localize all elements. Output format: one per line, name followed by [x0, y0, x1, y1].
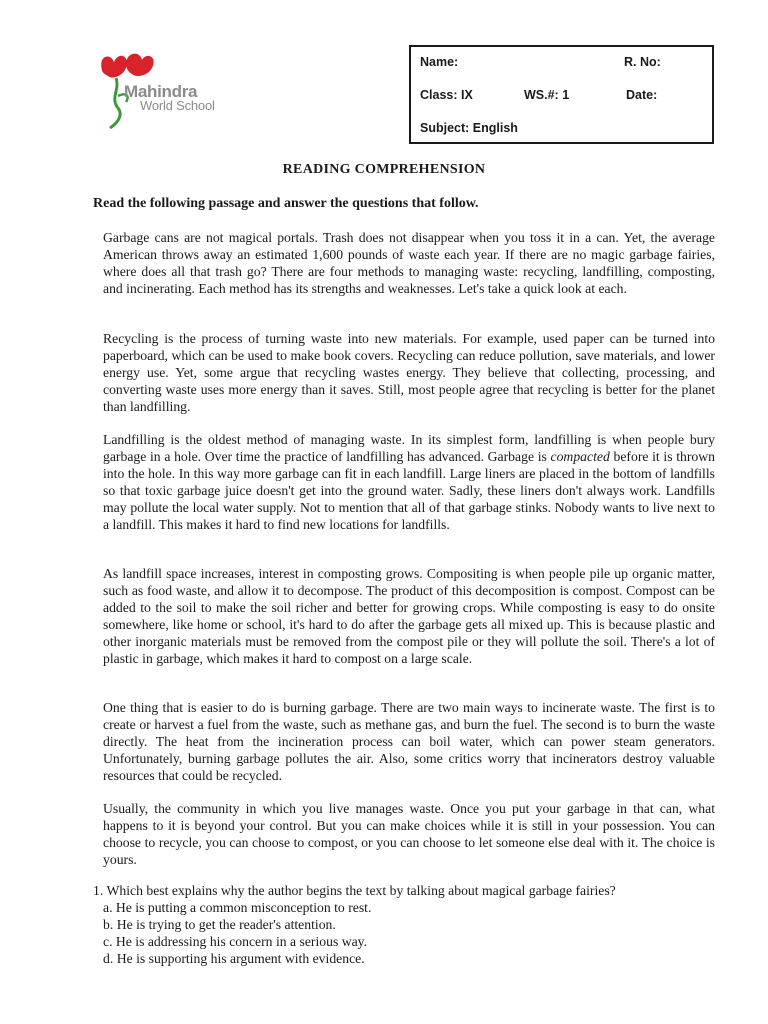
- option-d[interactable]: d. He is supporting his argument with evidence.: [103, 951, 365, 966]
- logo-subname: World School: [140, 98, 215, 113]
- worksheet-number-label: WS.#: 1: [524, 88, 570, 102]
- option-c[interactable]: c. He is addressing his concern in a serious way.: [103, 934, 368, 949]
- student-info-box: [409, 45, 714, 144]
- option-b[interactable]: b. He is trying to get the reader's attention.: [103, 917, 336, 932]
- date-label: Date:: [626, 88, 658, 102]
- passage-paragraph-2: Recycling is the process of turning waste into new materials. For example, used paper can be turned into paperboard, which can be used to make book covers. Recycling can reduce pollution, save materials, and lower energy use. Yet, some argue that recycling wastes energy. They believe that collecting, processing, and converting waste uses more energy than it saves. Still, most people agree that recycling is better for the planet than landfilling.: [103, 331, 715, 414]
- instruction-text: Read the following passage and answer the questions that follow.: [93, 196, 479, 211]
- question-1: 1. Which best explains why the author begins the text by talking about magical garbage fairies?: [93, 883, 616, 898]
- passage-paragraph-4: As landfill space increases, interest in composting grows. Compositing is when people pile up organic matter, such as food waste, and allow it to decompose. The product of this decomposition is compost. Compost can be added to the soil to make the soil richer and better for growing crops. While composting is easy to do onsite somewhere, like home or school, it's hard to do after the garbage gets all mixed up. This is because plastic and other inorganic materials must be removed from the compost pile or they will pollute the soil. There's a lot of plastic in garbage, which makes it hard to compost on a large scale.: [103, 566, 715, 666]
- paragraph-3-part-2: before it is thrown into the hole. In this way more garbage can fit in each landfill. Large liners are placed in the bottom of landfills so that toxic garbage juice doesn't get into the ground water. Sadly, these liners don't always work. Landfills may pollute the local water supply. Not to mention that all of that garbage stinks. Nobody wants to live next to a landfill. This makes it hard to find new locations for landfills.: [103, 449, 715, 532]
- class-label: Class: IX: [420, 88, 473, 102]
- page-title: READING COMPREHENSION: [282, 162, 486, 177]
- paragraph-3-emphasis: compacted: [550, 449, 610, 464]
- option-a[interactable]: a. He is putting a common misconception to rest.: [103, 900, 372, 915]
- school-logo: [96, 50, 236, 130]
- passage-paragraph-5: One thing that is easier to do is burning garbage. There are two main ways to incinerate waste. The first is to create or harvest a fuel from the waste, such as methane gas, and burn the fuel. The second is to burn the waste directly. The heat from the incineration process can boil water, which can power steam generators. Unfortunately, burning garbage pollutes the air. Also, some critics worry that incinerators destroy valuable resources that could be recycled.: [103, 700, 715, 783]
- roll-number-label: R. No:: [624, 55, 661, 69]
- paragraph-3-part-1: Landfilling is the oldest method of managing waste. In its simplest form, landfilling is when people bury garbage in a hole. Over time the practice of landfilling has advanced. Garbage is: [103, 432, 715, 464]
- logo-name: Mahindra: [124, 82, 198, 101]
- name-label: Name:: [420, 55, 459, 69]
- passage-paragraph-1: Garbage cans are not magical portals. Trash does not disappear when you toss it in a can. Yet, the average American throws away an estimated 1,600 pounds of waste each year. If there are no magic garbage fairies, where does all that trash go? There are four methods to managing waste: recycling, landfilling, composting, and incinerating. Each method has its strengths and weaknesses. Let's take a quick look at each.: [103, 230, 715, 296]
- subject-label: Subject: English: [420, 121, 518, 135]
- passage-paragraph-3: [103, 431, 715, 533]
- passage-paragraph-6: Usually, the community in which you live manages waste. Once you put your garbage in that can, what happens to it is beyond your control. But you can make choices while it is still in your possession. You can choose to recycle, you can choose to compost, or you can choose to let someone else deal with it. The choice is yours.: [103, 801, 715, 867]
